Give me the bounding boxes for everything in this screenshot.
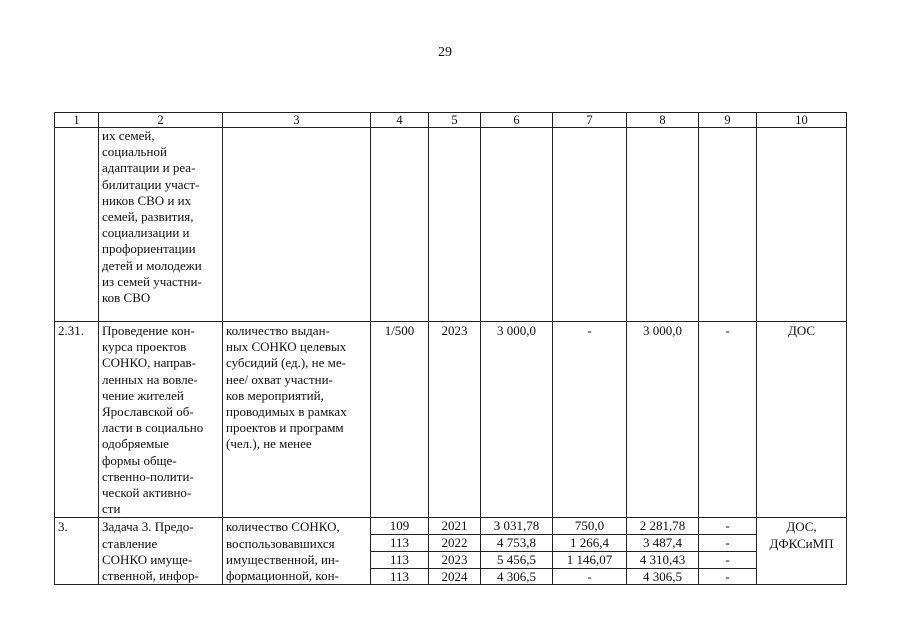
- cell-regional: 4 306,5: [627, 568, 699, 585]
- cell-year: 2024: [429, 568, 481, 585]
- cell-executor: ДОС, ДФКСиМП: [757, 518, 847, 585]
- program-table: [54, 112, 847, 585]
- cell-year: 2022: [429, 535, 481, 552]
- header-cell: 6: [481, 113, 553, 128]
- cell-indicator: количество СОНКО, воспользовавшихся имущественной, ин- формационной, кон-: [223, 518, 371, 585]
- cell-regional: 3 000,0: [627, 322, 699, 518]
- cell-value: [371, 128, 429, 322]
- header-cell: 1: [55, 113, 99, 128]
- header-cell: 7: [553, 113, 627, 128]
- cell-year: 2021: [429, 518, 481, 535]
- header-cell: 5: [429, 113, 481, 128]
- header-cell: 3: [223, 113, 371, 128]
- cell-other: -: [699, 322, 757, 518]
- cell-other: -: [699, 518, 757, 535]
- cell-regional: [627, 128, 699, 322]
- cell-description: их семей, социальной адаптации и реа- билитации участ- ников СВО и их семей, развития, социализации и профориентации детей и молодежи из семей участни- ков СВО: [99, 128, 223, 322]
- header-cell: 4: [371, 113, 429, 128]
- header-cell: 8: [627, 113, 699, 128]
- cell-value: 113: [371, 568, 429, 585]
- cell-federal: [553, 128, 627, 322]
- cell-federal: 1 266,4: [553, 535, 627, 552]
- cell-federal: -: [553, 568, 627, 585]
- cell-year: [429, 128, 481, 322]
- cell-num: 2.31.: [55, 322, 99, 518]
- cell-executor: [757, 128, 847, 322]
- cell-num: 3.: [55, 518, 99, 585]
- cell-federal: -: [553, 322, 627, 518]
- cell-total: 3 031,78: [481, 518, 553, 535]
- cell-other: -: [699, 568, 757, 585]
- table-row-3: [55, 518, 847, 535]
- cell-year: 2023: [429, 322, 481, 518]
- cell-num: [55, 128, 99, 322]
- cell-description: Проведение кон- курса проектов СОНКО, направ- ленных на вовле- чение жителей Ярославской об- ласти в социально одобряемые формы обще- ственно-полити- ческой активно- сти: [99, 322, 223, 518]
- cell-other: -: [699, 551, 757, 568]
- page-number: 29: [438, 45, 452, 60]
- cell-year: 2023: [429, 551, 481, 568]
- cell-federal: 750,0: [553, 518, 627, 535]
- cell-total: 3 000,0: [481, 322, 553, 518]
- header-row: [55, 113, 847, 128]
- cell-description: Задача 3. Предо- ставление СОНКО имуще- ственной, инфор-: [99, 518, 223, 585]
- header-cell: 10: [757, 113, 847, 128]
- header-cell: 2: [99, 113, 223, 128]
- cell-value: 109: [371, 518, 429, 535]
- cell-total: [481, 128, 553, 322]
- cell-indicator: количество выдан- ных СОНКО целевых субсидий (ед.), не ме- нее/ охват участни- ков мероприятий, проводимых в рамках проектов и программ (чел.), не менее: [223, 322, 371, 518]
- cell-value: 113: [371, 551, 429, 568]
- cell-total: 5 456,5: [481, 551, 553, 568]
- cell-other: -: [699, 535, 757, 552]
- cell-value: 113: [371, 535, 429, 552]
- cell-federal: 1 146,07: [553, 551, 627, 568]
- cell-regional: 3 487,4: [627, 535, 699, 552]
- cell-regional: 4 310,43: [627, 551, 699, 568]
- cell-total: 4 306,5: [481, 568, 553, 585]
- cell-value: 1/500: [371, 322, 429, 518]
- cell-indicator: [223, 128, 371, 322]
- cell-executor: ДОС: [757, 322, 847, 518]
- table-row-2-31: [55, 322, 847, 518]
- cell-other: [699, 128, 757, 322]
- cell-total: 4 753,8: [481, 535, 553, 552]
- header-cell: 9: [699, 113, 757, 128]
- cell-regional: 2 281,78: [627, 518, 699, 535]
- table-row-continuation: [55, 128, 847, 322]
